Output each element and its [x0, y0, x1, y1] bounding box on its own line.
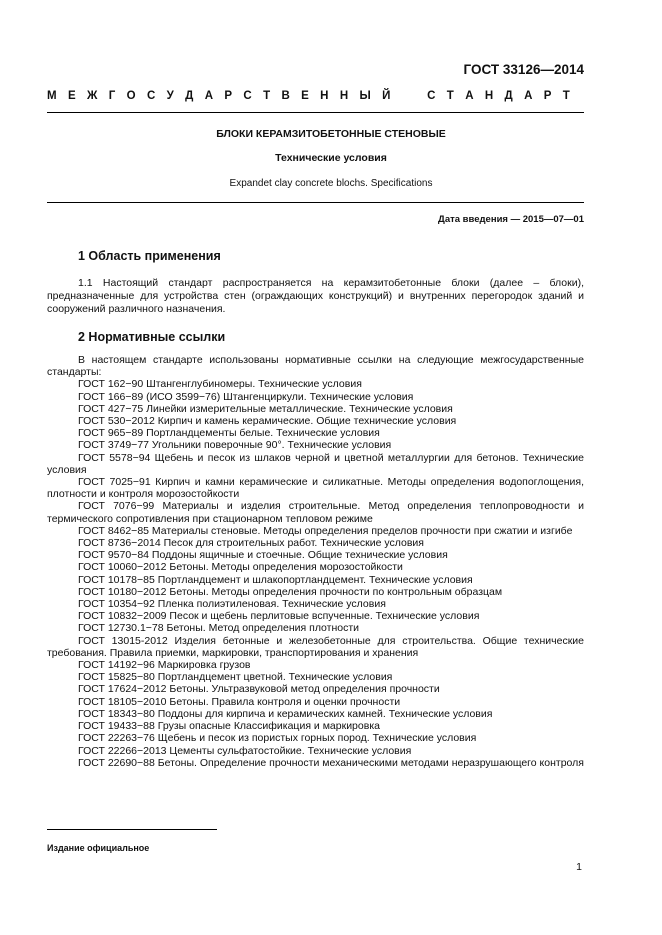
section-1-heading: 1 Область применения — [78, 249, 221, 263]
reference-text: ГОСТ 10180−2012 Бетоны. Методы определения прочности по контрольным образцам — [78, 585, 503, 598]
banner-letter: С — [146, 90, 156, 102]
page-number: 1 — [576, 861, 582, 873]
banner-letter: Г — [108, 90, 116, 102]
reference-text: ГОСТ 14192−96 Маркировка грузов — [78, 659, 251, 672]
references-intro — [47, 354, 584, 378]
reference-text: ГОСТ 13015-2012 Изделия бетонные и железобетонные для строительства. Общие технические требования. Правила приемки, маркировки, транспортирования и хранения — [47, 634, 584, 659]
reference-item — [47, 586, 584, 598]
banner-letter: Е — [301, 90, 309, 102]
banner-letter: Т — [562, 90, 570, 102]
reference-text: ГОСТ 10060−2012 Бетоны. Методы определения морозостойкости — [78, 561, 403, 574]
reference-text: ГОСТ 427−75 Линейки измерительные металлические. Технические условия — [78, 402, 453, 415]
banner-letter — [402, 90, 416, 102]
reference-item — [47, 391, 584, 403]
banner-letter: Н — [320, 90, 329, 102]
reference-text: ГОСТ 10832−2009 Песок и щебень перлитовые вспученные. Технические условия — [78, 610, 480, 623]
reference-item — [47, 500, 584, 524]
banner-letter: Ы — [359, 90, 371, 102]
reference-text: ГОСТ 19433−88 Грузы опасные Классификация и маркировка — [78, 720, 380, 733]
reference-item — [47, 622, 584, 634]
banner-letter: У — [166, 90, 174, 102]
standard-title: БЛОКИ КЕРАМЗИТОБЕТОННЫЕ СТЕНОВЫЕ — [216, 128, 446, 140]
reference-item — [47, 745, 584, 757]
reference-text: ГОСТ 10178−85 Портландцемент и шлакопортландцемент. Технические условия — [78, 573, 473, 586]
reference-text: ГОСТ 5578−94 Щебень и песок из шлаков черной и цветной металлургии для бетонов. Технические условия — [47, 451, 584, 476]
banner-letter: М — [47, 90, 57, 102]
banner-letter: Ж — [86, 90, 98, 102]
banner-letter: Н — [484, 90, 494, 102]
introduction-date: Дата введения — 2015—07—01 — [438, 214, 584, 225]
section-2-heading: 2 Нормативные ссылки — [78, 330, 226, 344]
banner-letter: С — [427, 90, 436, 102]
banner-letter: Т — [263, 90, 271, 102]
banner-letter: Й — [382, 90, 391, 102]
reference-text: ГОСТ 166−89 (ИСО 3599−76) Штангенциркули. Технические условия — [78, 390, 414, 403]
banner-letter: Р — [224, 90, 233, 102]
banner-letter: А — [465, 90, 474, 102]
reference-item — [47, 757, 584, 769]
reference-item — [47, 659, 584, 671]
banner-letter: Д — [504, 90, 513, 102]
footer-divider — [47, 829, 217, 830]
banner-letter: В — [281, 90, 290, 102]
reference-text: ГОСТ 8736−2014 Песок для строительных работ. Технические условия — [78, 537, 424, 550]
reference-text: ГОСТ 18105−2010 Бетоны. Правила контроля и оценки прочности — [78, 695, 401, 708]
reference-item — [47, 598, 584, 610]
reference-item — [47, 403, 584, 415]
reference-item — [47, 537, 584, 549]
reference-text: ГОСТ 10354−92 Пленка полиэтиленовая. Технические условия — [78, 598, 386, 611]
document-code: ГОСТ 33126—2014 — [463, 62, 584, 77]
reference-text: ГОСТ 7025−91 Кирпич и камни керамические и силикатные. Методы определения водопоглощения, плотности и контроля морозостойкости — [47, 476, 584, 501]
banner-letter: Р — [543, 90, 552, 102]
normative-references-list — [47, 354, 584, 769]
reference-text: ГОСТ 18343−80 Поддоны для кирпича и керамических камней. Технические условия — [78, 707, 493, 720]
banner-letter: Н — [339, 90, 349, 102]
edition-label: Издание официальное — [47, 843, 150, 853]
standard-subtitle: Технические условия — [275, 152, 387, 164]
banner-letter: О — [126, 90, 136, 102]
reference-item — [47, 378, 584, 390]
banner-letter: С — [243, 90, 252, 102]
reference-item — [47, 732, 584, 744]
reference-text: ГОСТ 12730.1−78 Бетоны. Метод определения плотности — [78, 622, 360, 635]
english-title: Expandet clay concrete blochs. Specifications — [229, 178, 433, 189]
banner-letter: Д — [185, 90, 194, 102]
reference-item — [47, 452, 584, 476]
reference-item — [47, 561, 584, 573]
reference-text: ГОСТ 15825−80 Портландцемент цветной. Технические условия — [78, 671, 393, 684]
reference-text: ГОСТ 965−89 Портландцементы белые. Технические условия — [78, 427, 380, 440]
banner-letter: А — [204, 90, 214, 102]
reference-item — [47, 427, 584, 439]
reference-item — [47, 635, 584, 659]
reference-text: ГОСТ 22690−88 Бетоны. Определение прочности механическими методами неразрушающего контроля — [78, 756, 584, 769]
reference-item — [47, 476, 584, 500]
reference-text: ГОСТ 9570−84 Поддоны ящичные и стоечные. Общие технические условия — [78, 549, 448, 562]
header-divider — [47, 112, 584, 113]
reference-item — [47, 683, 584, 695]
reference-text: ГОСТ 7076−99 Материалы и изделия строительные. Метод определения теплопроводности и термического сопротивления при стационарном тепловом режиме — [47, 500, 584, 525]
interstate-standard-banner — [47, 90, 570, 102]
section-1-paragraph — [47, 277, 584, 316]
reference-item — [47, 549, 584, 561]
banner-letter: А — [524, 90, 533, 102]
reference-text: ГОСТ 8462−85 Материалы стеновые. Методы определения пределов прочности при сжатии и изгибе — [78, 524, 573, 537]
reference-item — [47, 720, 584, 732]
reference-item — [47, 439, 584, 451]
reference-text: ГОСТ 22263−76 Щебень и песок из пористых горных пород. Технические условия — [78, 732, 477, 745]
reference-item — [47, 610, 584, 622]
reference-text: ГОСТ 162−90 Штангенглубиномеры. Технические условия — [78, 378, 362, 391]
reference-item — [47, 574, 584, 586]
reference-text: ГОСТ 3749−77 Угольники поверочные 90°. Технические условия — [78, 439, 392, 452]
section-1-text: 1.1 Настоящий стандарт распространяется на керамзитобетонные блоки (далее – блоки), предназначенные для устройства стен (ограждающих конструкций) и внутренних перегородок зданий и сооружений различного назначения. — [47, 277, 584, 315]
reference-item — [47, 671, 584, 683]
banner-letter: Т — [446, 90, 454, 102]
banner-letter: Е — [67, 90, 76, 102]
reference-item — [47, 525, 584, 537]
reference-text: ГОСТ 22266−2013 Цементы сульфатостойкие. Технические условия — [78, 744, 412, 757]
reference-text: ГОСТ 530−2012 Кирпич и камень керамические. Общие технические условия — [78, 415, 457, 428]
title-divider — [47, 202, 584, 203]
reference-item — [47, 696, 584, 708]
reference-item — [47, 708, 584, 720]
reference-text: ГОСТ 17624−2012 Бетоны. Ультразвуковой метод определения прочности — [78, 683, 440, 696]
references-intro-text: В настоящем стандарте использованы нормативные ссылки на следующие межгосударственные стандарты: — [47, 354, 584, 379]
reference-item — [47, 415, 584, 427]
